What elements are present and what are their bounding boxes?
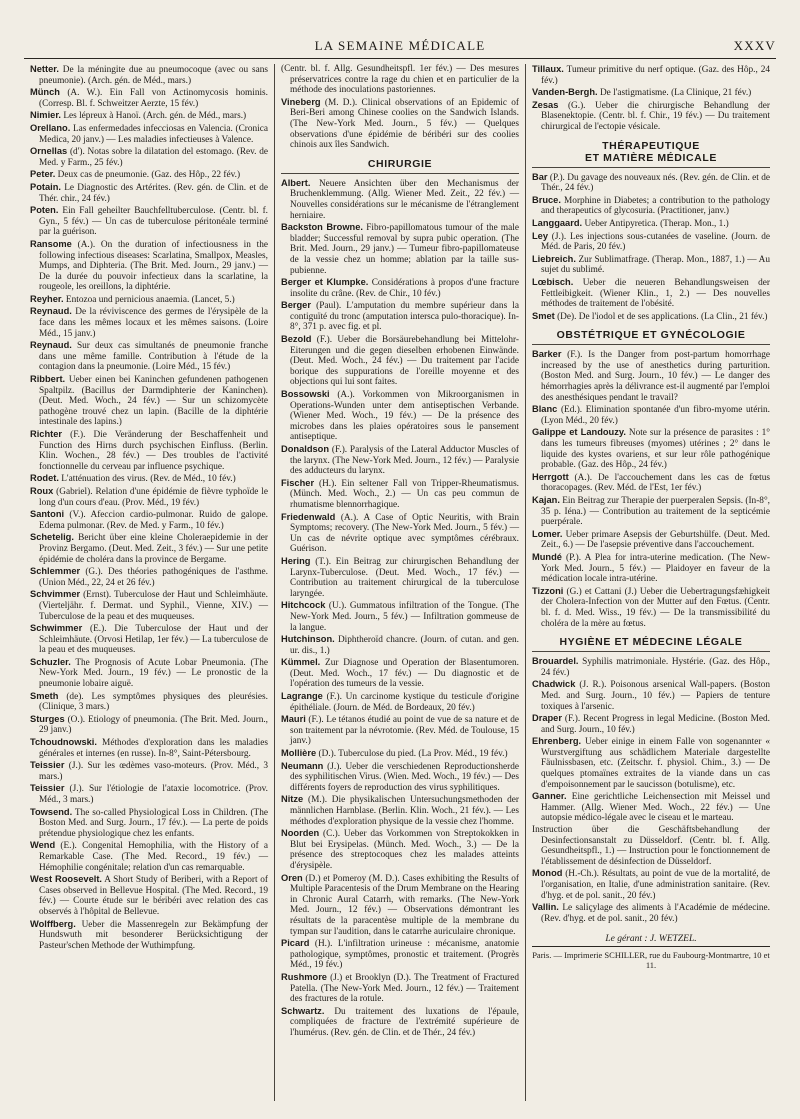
entry-text: Ueber einige in einem Falle von sogenannter « Wurstvergiftung aus schädlichem Materiale dargestellte Fäulnissbasen, etc. (Zeitschr. f. physiol. Chim., 3.) — De quelques ptomaïnes extraites de la viande dans un cas d'empoisonnement par le saucisson (botulisme), etc. (541, 737, 770, 790)
entry-text: (Ernst). Tuberculose der Haut und Schleimhäute. (Vierteljähr. f. Dermat. und Syphil., Vienne, XIV.) — Tuberculose de la peau et des muqueuses. (39, 590, 269, 622)
bibliography-entry (281, 600, 519, 633)
entry-text: (J.) et Brooklyn (D.). The Treatment of Fractured Patella. (The New-York Med. Journ., 12 fév.) — Traitement des fractures de la rotule. (290, 972, 519, 1005)
entry-author: Hutchinson. (281, 634, 335, 645)
entry-text: (J.). Sur les œdèmes vaso-moteurs. (Prov. Méd., 3 mars.) (39, 761, 268, 782)
entry-text: Instruction über die Geschäftsbehandlung der Desinfectionsanstalt zu Düsseldorf. (Centr. bl. f. Allg. Gesundheitspfl., 1.) — Instruction pour le fonctionnement de l'établissement de désinfection de Düsseldorf. (532, 825, 770, 867)
bibliography-entry (30, 589, 268, 622)
entry-text: (P.). A Plea for intra-uterine medication. (The New-York Med. Journ., 5 fév.) — Plaidoyer en faveur de la médication locale intra-utérine. (541, 552, 770, 585)
column-3-body (532, 64, 770, 924)
bibliography-entry (532, 825, 770, 867)
entry-text: (A.). On the duration of infectiousness in the following infectious diseases: Scarlatina, Smallpox, Measles, Mumps, and Diphteria. (The Brit. Med. Journ., 29 janv.) — De la durée du pouvoir infectieux dans la scarlatine, la rougeole, les oreillons, la diphtérie. (39, 239, 268, 293)
entry-text: (G.). Des théories pathogéniques de l'asthme. (Union Méd., 22, 24 et 26 fév.) (39, 567, 268, 588)
entry-text: Zur Sublimatfrage. (Therap. Mon., 1887, 1.) — Au sujet du sublimé. (541, 254, 770, 276)
entry-author: Hering (281, 555, 311, 566)
entry-author: Smeth (30, 690, 59, 701)
bibliography-entry (281, 972, 519, 1005)
entry-author: Ganner. (532, 791, 567, 802)
entry-author: Peter. (30, 169, 56, 180)
bibliography-entry (30, 374, 268, 428)
entry-author: Poten. (30, 205, 59, 216)
bibliography-entry (281, 478, 519, 511)
entry-author: Mollière (281, 748, 317, 759)
entry-text: (A.). A Case of Optic Neuritis, with Brain Symptoms; recovery. (The New-York Med. Journ., 5 fév.) — Un cas de névrite optique avec symptômes cérébraux. Guérison. (290, 512, 519, 555)
bibliography-entry (532, 231, 770, 253)
entry-author: West Roosevelt. (30, 874, 103, 885)
entry-author: Lœbisch. (532, 276, 574, 287)
bibliography-entry (30, 691, 268, 713)
entry-author: Mundé (532, 551, 562, 562)
entry-author: Richter (30, 429, 63, 439)
column-3 (525, 64, 776, 1101)
entry-author: Ribbert. (30, 374, 66, 385)
entry-author: Donaldson (281, 444, 330, 454)
entry-text: (A.). Vorkommen von Mikroorganismen in Operations-Wunden unter dem antiseptischen Verbande. (Wiener Med. Woch., 19 fév.) — De la présence des microbes dans les plaies opératoires sous le pansement antiseptique. (290, 390, 520, 443)
entry-author: Vineberg (281, 96, 321, 107)
entry-text: The Prognosis of Acute Lobar Pneumonia. (The New-York Med. Journ., 19 fév.) — Le pronostic de la pneumonie lobaire aiguë. (39, 657, 268, 690)
bibliography-entry (281, 657, 519, 690)
entry-text: Syphilis matrimoniale. Hystérie. (Gaz. des Hôp., 24 fév.) (541, 657, 770, 678)
entry-author: Berger et Klumpke. (281, 277, 369, 288)
entry-author: Kümmel. (281, 657, 321, 668)
bibliography-entry (281, 64, 519, 96)
bibliography-entry (30, 509, 268, 531)
bibliography-entry (30, 429, 268, 472)
section-heading (532, 138, 770, 168)
bibliography-entry (532, 100, 770, 133)
section-heading (532, 327, 770, 345)
entry-text: Deux cas de pneumonie. (Gaz. des Hôp., 22 fév.) (57, 170, 241, 181)
entry-text: Eine gerichtliche Leichensection mit Meissel und Hammer. (Allg. Wiener Med. Woch., 22 fév.) — Une autopsie médico-légale avec le ciseau et le marteau. (541, 792, 770, 824)
entry-author: Picard (281, 938, 310, 949)
entry-text: (J.). Les injections sous-cutanées de vaseline. (Journ. de Méd. de Paris, 20 fév.) (541, 231, 770, 253)
bibliography-entry (281, 178, 519, 221)
bibliography-entry (532, 87, 770, 99)
bibliography-entry (532, 172, 770, 194)
bibliography-entry (30, 714, 268, 736)
entry-text: Sur deux cas simultanés de pneumonie franche dans une même famille. Contribution à l'étude de la contagion dans la pneumonie. (Loire Méd., 15 fév.) (39, 341, 269, 373)
bibliography-entry (30, 623, 268, 656)
entry-text: Las enfermedades infecciosas en Valencia. (Cronica Medica, 20 janv.) — Les maladies infectieuses à Valence. (39, 123, 268, 145)
bibliography-entry (281, 634, 519, 656)
entry-author: Schetelig. (30, 532, 74, 543)
section-title: HYGIÈNE ET MÉDECINE LÉGALE (559, 636, 743, 649)
entry-text: (F.). Is the Danger from post-partum homorrhage increased by the use of anesthetics during parturition. (Boston Med. and Surg. Journ., 10 fév.) — Le danger des hémorrhagies après la délivrance est-il augmenté par l'emploi des anesthésiques pendant le travail? (541, 350, 770, 403)
entry-text: (U.). Gummatous infiltration of the Tongue. (The New-York Med. Journ., 5 fév.) — Infiltration gommeuse de la langue. (290, 601, 519, 633)
bibliography-entry (30, 807, 268, 840)
bibliography-entry (30, 306, 268, 339)
entry-author: Berger (281, 300, 311, 311)
entry-text: (F.). Le tétanos étudié au point de vue de sa nature et de son traitement par la névrotomie. (Rev. Méd. de Toulouse, 15 janv.) (290, 715, 520, 747)
entry-author: Towsend. (30, 806, 73, 817)
bibliography-entry (281, 748, 519, 760)
entry-author: Mauri (281, 714, 306, 725)
bibliography-entry (281, 873, 519, 938)
page-header (24, 38, 776, 56)
bibliography-entry (532, 586, 770, 629)
entry-text: (F.). Ueber die Borsäurebehandlung bei Mittelohr-Eiterungen und die gegen dieselben erhobenen Einwände. (Deut. Med. Woch., 24 fév.) — Du traitement par l'acide borique des suppurations de l'oreille moyenne et des objections qui lui sont faites. (290, 335, 519, 388)
bibliography-entry (532, 902, 770, 924)
bibliography-entry (532, 218, 770, 230)
entry-text: (H.). L'infiltration urineuse : mécanisme, anatomie pathologique, symptômes, pronostic et traitement. (Progrès Méd., 19 fév.) (290, 939, 519, 971)
entry-text: Tumeur primitive du nerf optique. (Gaz. des Hôp., 24 fév.) (541, 65, 770, 86)
entry-author: Brouardel. (532, 656, 579, 667)
entry-text: (F.). Paralysis of the Lateral Adductor Muscles of the larynx. (The New-York Med. Journ., 12 fév.) — Paralysie des adducteurs du larynx. (290, 445, 519, 477)
bibliography-entry (30, 123, 268, 145)
bibliography-entry (281, 334, 519, 388)
bibliography-entry (30, 760, 268, 782)
bibliography-entry (281, 828, 519, 871)
bibliography-entry (30, 473, 268, 485)
entry-text: Note sur la présence de parasites : 1° dans les tumeurs fibreuses (myomes) utérines ; 2° dans le liquide des kystes ovariens, et sur leur rôle pathogénique probable. (Gaz. des Hôp., 24 fév.) (541, 428, 771, 471)
section-subtitle: ET MATIÈRE MÉDICALE (585, 151, 717, 164)
entry-text: Ueber die neueren Behandlungsweisen der Fettleibigkeit. (Wiener Klin., 1, 2.) — Des nouvelles méthodes de traitement de l'obésité. (541, 277, 770, 310)
bibliography-entry (532, 195, 770, 217)
entry-text: (H.-Ch.). Résultats, au point de vue de la mortalité, de l'organisation, en Italie, d'une administration sanitaire. (Rev. d'hyg. et de pol. sanit., 20 fév.) (541, 869, 770, 901)
entry-author: Ornellas (30, 146, 68, 157)
column-2 (274, 64, 525, 1101)
entry-text: (de). Les symptômes physiques des pleurésies. (Clinique, 3 mars.) (39, 691, 268, 713)
bibliography-entry (281, 512, 519, 555)
entry-text: A Short Study of Beriberi, with a Report of Cases observed in Bellevue Hospital. (The Med. Record., 19 fév.) — Courte étude sur le béribéri avec relation des cas observés à l'hôpital de Bellevue. (39, 875, 268, 917)
section-title: THÉRAPEUTIQUE (602, 139, 700, 152)
entry-text: (O.). Etiology of pneumonia. (The Brit. Med. Journ., 29 janv.) (39, 714, 269, 736)
journal-title: LA SEMAINE MÉDICALE (314, 38, 486, 53)
entry-author: Nimier. (30, 110, 62, 121)
entry-text: (Centr. bl. f. Allg. Gesundheitspfl. 1er fév.) — Des mesures préservatrices contre la rage du chien et en particulier de la méthode des inoculations pastoriennes. (281, 64, 519, 96)
entry-author: Reynaud. (30, 340, 72, 351)
entry-author: Kajan. (532, 495, 560, 505)
entry-author: Orellano. (30, 122, 71, 133)
bibliography-entry (532, 791, 770, 824)
bibliography-entry (30, 294, 268, 306)
entry-text: Bericht über eine kleine Choleraepidemie in der Provinz Bergamo. (Deut. Med. Zeit., 3 fév.) — Sur une petite épidémie de choléra dans la province de Bergame. (39, 533, 268, 565)
entry-text: (G.). Ueber die chirurgische Behandlung der Blasenektopie. (Centr. bl. f. Chir., 19 fév.) — Du traitement chirurgical de l'ectopie vésicale. (541, 100, 771, 132)
bibliography-entry (532, 311, 770, 323)
entry-author: Rodet. (30, 473, 59, 484)
bibliography-entry (30, 87, 268, 109)
entry-author: Smet (532, 310, 555, 321)
gerant-line: Le gérant : J. WETZEL. (532, 934, 770, 947)
page-number: XXXV (733, 38, 776, 53)
entry-author: Oren (281, 872, 303, 883)
entry-text: Fibro-papillomatous tumour of the male bladder; Successful removal by supra pubic operation. (The Brit. Med. Journ., 29 janv.) — Tumeur fibro-papillomateuse de la vessie chez un homme; ablation par la taille sus-pubienne. (290, 223, 520, 276)
header-rule (24, 58, 776, 59)
bibliography-entry (281, 556, 519, 599)
entry-text: Les lépreux à Hanoï. (Arch. gén. de Méd., mars.) (63, 111, 247, 122)
section-title: OBSTÉTRIQUE ET GYNÉCOLOGIE (556, 329, 746, 342)
entry-author: Blanc (532, 404, 558, 415)
bibliography-entry (30, 182, 268, 204)
bibliography-entry (281, 444, 519, 477)
bibliography-entry (30, 919, 268, 952)
entry-author: Fischer (281, 477, 315, 488)
bibliography-entry (532, 868, 770, 901)
entry-text: (E.). Die Tuberculose der Haut und der Schleimhäute. (Orvosi Hetilap, 1er fév.) — La tuberculose de la peau et des muqueuses. (39, 624, 268, 656)
entry-text: Ein Beitrag zur Therapie der puerperalen Sepsis. (In-8°, 35 p. Iéna.) — Contribution au traitement de la septicémie puerpérale. (541, 496, 770, 528)
entry-text: (De). De l'iodol et de ses applications. (La Clin., 21 fév.) (557, 311, 768, 322)
bibliography-entry (30, 657, 268, 690)
entry-text: (E.). Congenital Hemophilia, with the History of a Remarkable Case. (The Med. Record., 19 fév.) — Hémophilie congénitale; relation d'un cas remarquable. (39, 841, 269, 873)
entry-author: Wend (30, 840, 56, 851)
entry-author: Backston Browne. (281, 222, 363, 233)
bibliography-entry (532, 472, 770, 494)
bibliography-entry (281, 938, 519, 971)
entry-text: (J.). Sur l'étiologie de l'ataxie locomotrice. (Prov. Méd., 3 mars.) (39, 784, 268, 805)
entry-author: Liebreich. (532, 253, 576, 264)
bibliography-entry (30, 205, 268, 238)
entry-text: L'atténuation des virus. (Rev. de Méd., 10 fév.) (61, 474, 236, 485)
bibliography-entry (30, 340, 268, 373)
entry-author: Bar (532, 171, 548, 182)
bibliography-entry (30, 64, 268, 86)
bibliography-entry (281, 277, 519, 299)
entry-text: De la méningite due au pneumocoque (avec ou sans pneumonie). (Arch. gén. de Méd., mars.) (39, 65, 268, 86)
entry-text: (J. R.). Poisonous arsenical Wall-papers. (Boston Med. and Surg. Journ., 10 fév.) — Papiers de tenture toxiques à l'arsenic. (541, 680, 770, 712)
entry-author: Bossowski (281, 389, 330, 400)
entry-author: Bezold (281, 334, 312, 345)
bibliography-entry (281, 97, 519, 151)
entry-text: (F.). Un carcinome kystique du testicule d'origine épithéliale. (Journ. de Méd. de Bordeaux, 20 fév.) (290, 692, 519, 713)
bibliography-entry (281, 714, 519, 747)
bibliography-entry (532, 552, 770, 585)
entry-author: Roux (30, 485, 54, 496)
bibliography-entry (30, 532, 268, 565)
entry-text: (H.). Ein seltener Fall von Tripper-Rheumatismus. (Münch. Med. Woch., 2.) — Un cas peu commun de rhumatisme blennorrhagique. (290, 478, 520, 510)
bibliography-entry (532, 64, 770, 86)
entry-author: Albert. (281, 177, 311, 188)
entry-text: (M.). Die physikalischen Untersuchungsmethoden der männlichen Harnblase. (Berlin. Klin. Woch., 21 fév.). — Les méthodes d'exploration physique de la vessie chez l'homme. (290, 795, 520, 827)
entry-author: Tchoudnowski. (30, 737, 97, 748)
entry-text: (d'). Notas sobre la dilatation del estomago. (Rev. de Med. y Farm., 25 fév.) (39, 147, 268, 168)
bibliography-entry (281, 691, 519, 713)
entry-text: (V.). Afeccion cardio-pulmonar. Ruido de galope. Edema pulmonar. (Rev. de Med. y Farm., 10 fév.) (39, 510, 268, 531)
bibliography-entry (532, 656, 770, 678)
entry-author: Nitze (281, 794, 304, 805)
entry-author: Sturges (30, 713, 65, 724)
entry-text: (C.). Ueber das Vorkommen von Streptokokken in Blut bei Erysipelas. (Münch. Med. Woch., 3.) — De la présence des streptocoques chez les malades atteints d'érysipèle. (290, 829, 520, 871)
entry-author: Lomer. (532, 528, 563, 539)
entry-text: Considérations à propos d'une fracture insolite du crâne. (Rev. de Chir., 10 fév.) (290, 278, 520, 299)
bibliography-entry (30, 169, 268, 181)
entry-text: Ueber Antipyretica. (Therap. Mon., 1.) (584, 218, 729, 229)
entry-author: Tillaux. (532, 64, 564, 74)
bibliography-entry (281, 1006, 519, 1039)
entry-text: (T.). Ein Beitrag zur chirurgischen Behandlung der Larynx-Tuberculose. (Deut. Med. Woch., 17 fév.) — Contribution au traitement chirurgical de la tuberculose laryngée. (290, 556, 519, 599)
entry-author: Zesas (532, 99, 559, 110)
bibliography-entry (30, 874, 268, 917)
entry-text: Ueber die Massenregeln zur Bekämpfung der Hundswuth mit besonderer Berücksichtigung der Pasteur'schen Methode der Wuthimpfung. (39, 919, 268, 951)
bibliography-entry (532, 254, 770, 276)
entry-author: Santoni (30, 509, 65, 520)
entry-author: Schwimmer (30, 623, 83, 634)
entry-text: (D.). Tuberculose du pied. (La Prov. Méd., 19 fév.) (318, 749, 508, 760)
bibliography-entry (30, 566, 268, 588)
bibliography-entry (532, 349, 770, 403)
entry-text: Le saliçylage des aliments à l'Académie de médecine. (Rev. d'hyg. et de pol. sanit., 20 fév.) (541, 903, 770, 924)
entry-author: Teissier (30, 760, 65, 771)
bibliography-entry (281, 389, 519, 443)
entry-text: (G.) et Cattani (J.) Ueber die Uebertragungsfæhigkeit der Cholera-Infection von der Mutter auf den Fœtus. (Centr. bl. f. d. Med. Wiss., 19 fév.) — De la transmissibilité du choléra de la mère au fœtus. (541, 586, 770, 629)
entry-author: Vallin. (532, 902, 559, 913)
bibliography-entry (532, 529, 770, 551)
bibliography-entry (281, 761, 519, 794)
entry-text: (Paul). L'amputation du membre supérieur dans la contiguïté du tronc (amputation intersca pulo-thoracique). In-8°, 371 p. avec fig. et pl. (290, 301, 519, 333)
entry-author: Barker (532, 349, 562, 360)
entry-text: The so-called Physiological Loss in Children. (The Boston Med. and Surg. Journ., 17 fév.). — La perte de poids prétendue physiologique chez les enfants. (39, 807, 269, 839)
bibliography-entry (532, 736, 770, 790)
entry-text: De l'astigmatisme. (La Clinique, 21 fév.) (599, 88, 752, 99)
entry-text: (J.). Ueber die verschiedenen Reproductionsherde des syphilitischen Virus. (Wien. Med. Woch., 19 fév.) — Des différents foyers de reproduction des virus syphilitiques. (290, 761, 519, 793)
entry-text: Ueber einen bei Kaninchen gefundenen pathogenen Spaltpilz. (Bacillus der Darmdiphterie der Kaninchen). (Deut. Med. Woch., 24 fév.) — Sur un schizomycète pathogène trouvé chez un lapin. (Bacille de la diphtérie intestinale des lapins.) (39, 375, 269, 428)
section-heading (532, 634, 770, 652)
entry-text: (F.). Recent Progress in legal Medicine. (Boston Med. and Surg. Journ., 10 fév.) (541, 714, 770, 735)
entry-text: Diphtheroïd chancre. (Journ. of cutan. and gen. ur. dis., 1.) (290, 635, 520, 656)
entry-text: Neuere Ansichten über den Mechanismus der Bruchenklemmung. (Allg. Wiener Med. Zeit., 22 fév.) — Nouvelles considérations sur le mécanisme de l'étranglement herniaire. (290, 178, 519, 221)
entry-author: Ransome (30, 238, 72, 249)
section-title: CHIRURGIE (367, 157, 433, 170)
bibliography-entry (30, 840, 268, 873)
entry-author: Schvimmer (30, 589, 81, 600)
entry-author: Wolffberg. (30, 918, 76, 929)
entry-text: Zur Diagnose und Operation der Blasentumoren. (Deut. Med. Woch., 17 fév.) — Du diagnostic et de l'opération des tumeurs de la vessie. (290, 658, 519, 690)
entry-author: Reynaud. (30, 306, 72, 317)
entry-author: Noorden (281, 828, 320, 839)
imprint-line: Paris. — Imprimerie SCHILLER, rue du Faubourg-Montmartre, 10 et 11. (532, 950, 770, 971)
entry-author: Teissier (30, 783, 65, 794)
bibliography-entry (281, 222, 519, 276)
entry-author: Potain. (30, 181, 61, 192)
entry-text: (Gabriel). Relation d'une épidémie de fièvre typhoïde le long d'un cours d'eau. (Prov. Méd., 19 fév.) (39, 486, 268, 508)
entry-text: Entozoa und pernicious anaemia. (Lancet, 5.) (65, 294, 235, 305)
entry-author: Draper (532, 713, 562, 724)
entry-author: Rushmore (281, 971, 327, 982)
bibliography-entry (532, 679, 770, 712)
entry-author: Monod (532, 868, 563, 879)
entry-text: (D.) et Pomeroy (M. D.). Cases exhibiting the Results of Multiple Paracentesis of the Drum Membrane on the Hearing in Chronic Aural Catarrh, with remarks. (The New-York Med. Journ., 12 fév.) — Observations démontrant les résultats de la paracentèse multiple de la membrane du tympan sur l'audition, dans le catarrhe auriculaire chronique. (290, 873, 519, 937)
entry-author: Reyher. (30, 293, 64, 304)
bibliography-entry (30, 737, 268, 759)
entry-author: Ley (532, 230, 549, 241)
entry-text: (P.). Du gavage des nouveaux nés. (Rev. gén. de Clin. et de Thér., 24 fév.) (541, 172, 771, 194)
bibliography-entry (30, 783, 268, 805)
entry-text: Méthodes d'exploration dans les maladies générales et internes (en russe). In-8°, Saint-Pétersbourg. (39, 738, 268, 759)
bibliography-entry (532, 427, 770, 470)
entry-text: (M. D.). Clinical observations of an Epidemic of Beri-Beri among Chinese coolies on the Sandwich Islands. (The New-York Med. Journ., 5 fév.) — Quelques observations d'une épidémie de béribéri sur des coolies chinois aux îles Sandwich. (290, 97, 520, 151)
entry-author: Schlemmer (30, 566, 81, 577)
entry-author: Langgaard. (532, 217, 583, 228)
bibliography-entry (532, 404, 770, 426)
columns (24, 64, 776, 1101)
entry-author: Herrgott (532, 471, 569, 482)
entry-author: Hitchcock (281, 600, 326, 611)
entry-author: Neumann (281, 760, 324, 771)
entry-author: Lagrange (281, 691, 323, 702)
entry-text: Morphine in Diabetes; a contribution to the pathology and therapeutics of glycosuria. (Practitioner, janv.) (541, 195, 770, 217)
entry-text: Ein Fall geheilter Bauchfelltuberculose. (Centr. bl. f. Gyn., 5 fév.) — Un cas de tuberculose péritonéale terminé par la guérison. (39, 206, 268, 238)
entry-text: (Ed.). Elimination spontanée d'un fibro-myome utérin. (Lyon Méd., 20 fév.) (541, 405, 770, 426)
entry-text: De la réviviscence des germes de l'érysipèle de la face dans les mêmes locaux et les mêmes saisons. (Loire Méd., 15 janv.) (39, 307, 269, 339)
entry-author: Schuzler. (30, 656, 71, 667)
entry-text: (F.). Die Veränderung der Beschaffenheit und Function des Hirns durch psychischen Einfluss. (Berlin. Klin. Wochen., 28 fév.) — Des troubles de l'activité fonctionnelle du cerveau par influence psychique. (39, 430, 268, 472)
entry-author: Ehrenberg. (532, 736, 582, 747)
bibliography-entry (30, 486, 268, 508)
entry-text: Du traitement des luxations de l'épaule, compliquées de fracture de l'extrémité supérieure de l'humérus. (Rev. gén. de Clin. et de Thér., 24 fév.) (290, 1006, 519, 1038)
bibliography-entry (30, 146, 268, 168)
entry-text: (A.). De l'accouchement dans les cas de fœtus thoracopages. (Rev. Méd. de l'Est, 1er fév.) (541, 472, 770, 494)
entry-author: Vanden-Bergh. (532, 87, 598, 98)
entry-text: Ueber primare Asepsis der Geburtshülfe. (Deut. Med. Zeit., 6.) — De l'asepsie préventive dans l'accouchement. (541, 529, 770, 551)
bibliography-entry (532, 277, 770, 310)
entry-author: Schwartz. (281, 1005, 325, 1016)
bibliography-entry (281, 300, 519, 333)
entry-author: Chadwick (532, 679, 576, 690)
bibliography-entry (30, 110, 268, 122)
bibliography-entry (30, 239, 268, 293)
bibliography-entry (532, 713, 770, 735)
section-heading (281, 156, 519, 174)
bibliography-entry (532, 495, 770, 528)
entry-author: Münch (30, 87, 60, 98)
entry-text: Le Diagnostic des Artérites. (Rev. gén. de Clin. et de Thér. chir., 24 fév.) (39, 182, 269, 204)
entry-author: Netter. (30, 64, 59, 74)
bibliography-entry (281, 794, 519, 827)
entry-author: Galippe et Landouzy. (532, 427, 626, 438)
column-1 (24, 64, 274, 1101)
entry-author: Bruce. (532, 194, 561, 205)
entry-text: (A. W.). Ein Fall von Actinomycosis hominis. (Corresp. Bl. f. Schweitzer Aerzte, 15 fév.) (39, 88, 268, 109)
entry-author: Tizzoni (532, 585, 564, 596)
entry-author: Friedenwald (281, 511, 336, 522)
